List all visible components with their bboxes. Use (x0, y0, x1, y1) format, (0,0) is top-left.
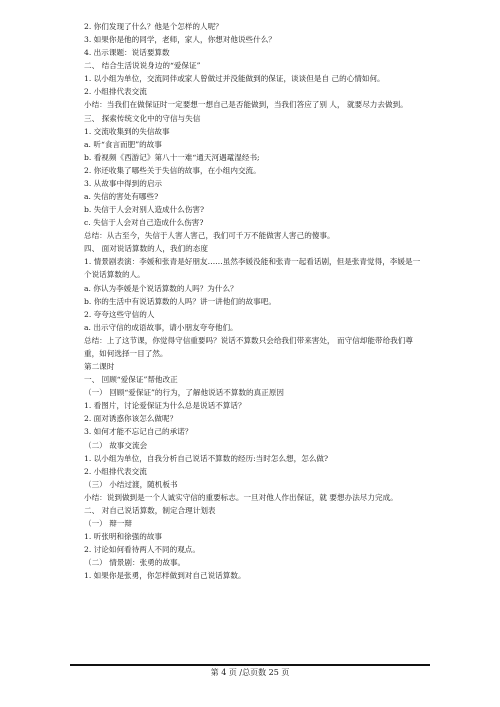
text-line: 2. 夸夸这些守信的人 (84, 309, 155, 319)
text-line: a. 你认为李媛是个说话算数的人吗？为什么？ (84, 283, 238, 293)
text-line: 1. 听张明和徐强的故事 (84, 532, 163, 542)
summary-paragraph: 总结：上了这节课，你觉得守信重要吗？说话不算数只会给我们带来害处， 而守信却能带给我们尊重，如何选择一目了然。 (84, 335, 413, 358)
summary-paragraph: 总结：从古至今，失信于人害人害己，我们可千万不能做害人害己的傻事。 (84, 231, 335, 241)
text-line: c. 失信于人会对自己造成什么伤害? (84, 218, 204, 228)
subsection-heading: （一） 回顾“爱保证”的行为，了解他说话不算数的真正原因 (84, 388, 285, 398)
text-line: 3. 从故事中得到的启示 (84, 178, 163, 188)
section-heading: 一、 回顾“爱保证”帮他改正 (84, 375, 178, 385)
text-line: 1. 如果你是张勇，你怎样做到对自己说话算数。 (84, 571, 246, 581)
section-heading: 三、 探索传统文化中的守信与失信 (84, 113, 201, 123)
text-line: a. 听“食言而肥”的故事 (84, 139, 162, 149)
text-line: a. 失信的害处有哪些? (84, 192, 159, 202)
text-line: 4. 出示课题：说话要算数 (84, 48, 170, 58)
text-line: 2. 你们发现了什么？他是个怎样的人呢？ (84, 22, 223, 31)
section-heading: 二、 结合生活说说身边的“爱保证” (84, 61, 201, 71)
text-line: 1. 看图片，讨论爱保证为什么总是说话不算话？ (84, 401, 246, 411)
text-line: a. 出示守信的成语故事，请小朋友夸夸他们。 (84, 322, 238, 332)
text-line: b. 看视频《西游记》第八十一难“通天河遇鼋湿经书; (84, 152, 260, 162)
text-line: 3. 如何才能不忘记自己的承诺？ (84, 427, 193, 437)
text-line: 2. 小组排代表交流 (84, 87, 147, 97)
subsection-heading: （三） 小结过渡，随机板书 (84, 479, 178, 489)
text-line: 2. 小组排代表交流 (84, 466, 147, 476)
text-line: 2. 讨论如何看待两人不同的观点。 (84, 545, 200, 555)
subsection-heading: （一） 辩一辩 (84, 518, 132, 528)
text-line: 2. 你还收集了哪些关于失信的故事，在小组内交流。 (84, 165, 261, 175)
section-heading: 二、 对自己说话算数，制定合理计划表 (84, 505, 216, 515)
document-body (84, 20, 424, 582)
text-paragraph: 1. 情景剧表演：李媛和张青是好朋友……虽然李媛没能和张青一起看话剧，但是张青觉得，李媛是一个说话算数的人。 (84, 257, 421, 280)
text-line: b. 你的生活中有说话算数的人吗？讲一讲他们的故事吧。 (84, 296, 276, 306)
summary-paragraph: 小结：说到做到是一个人诚实守信的重要标志。一旦对他人作出保证，就 要想办法尽力完成。 (84, 492, 398, 502)
page-footer: 第 4 页 /总页数 25 页 (70, 664, 430, 680)
subsection-heading: （二） 情景剧：张勇的故事。 (84, 558, 186, 568)
subsection-heading: （二） 故事交流会 (84, 440, 148, 450)
summary-paragraph: 小结：当我们在做保证时一定要想一想自己是否能做到，当我们答应了别 人， 就要尽力去做到。 (84, 100, 408, 110)
text-line: b. 失信于人会对别人造成什么伤害? (84, 205, 205, 215)
text-line: 3. 如果你是他的同学，老师，家人，你想对他说些什么？ (84, 35, 276, 45)
text-line: 2. 面对诱惑你该怎么做呢？ (84, 414, 178, 424)
text-line: 1. 交流收集到的失信故事 (84, 126, 170, 136)
lesson-heading: 第二课时 (84, 362, 115, 372)
text-line: 1. 以小组为单位，交流同伴或家人曾做过并没能做到的保证，谈谈但是自 己的心情如何。 (84, 74, 385, 84)
section-heading: 四、 面对说话算数的人，我们的态度 (84, 244, 208, 254)
text-line: 1. 以小组为单位，自我分析自己说话不算数的经历:当时怎么想，怎么做? (84, 453, 329, 463)
